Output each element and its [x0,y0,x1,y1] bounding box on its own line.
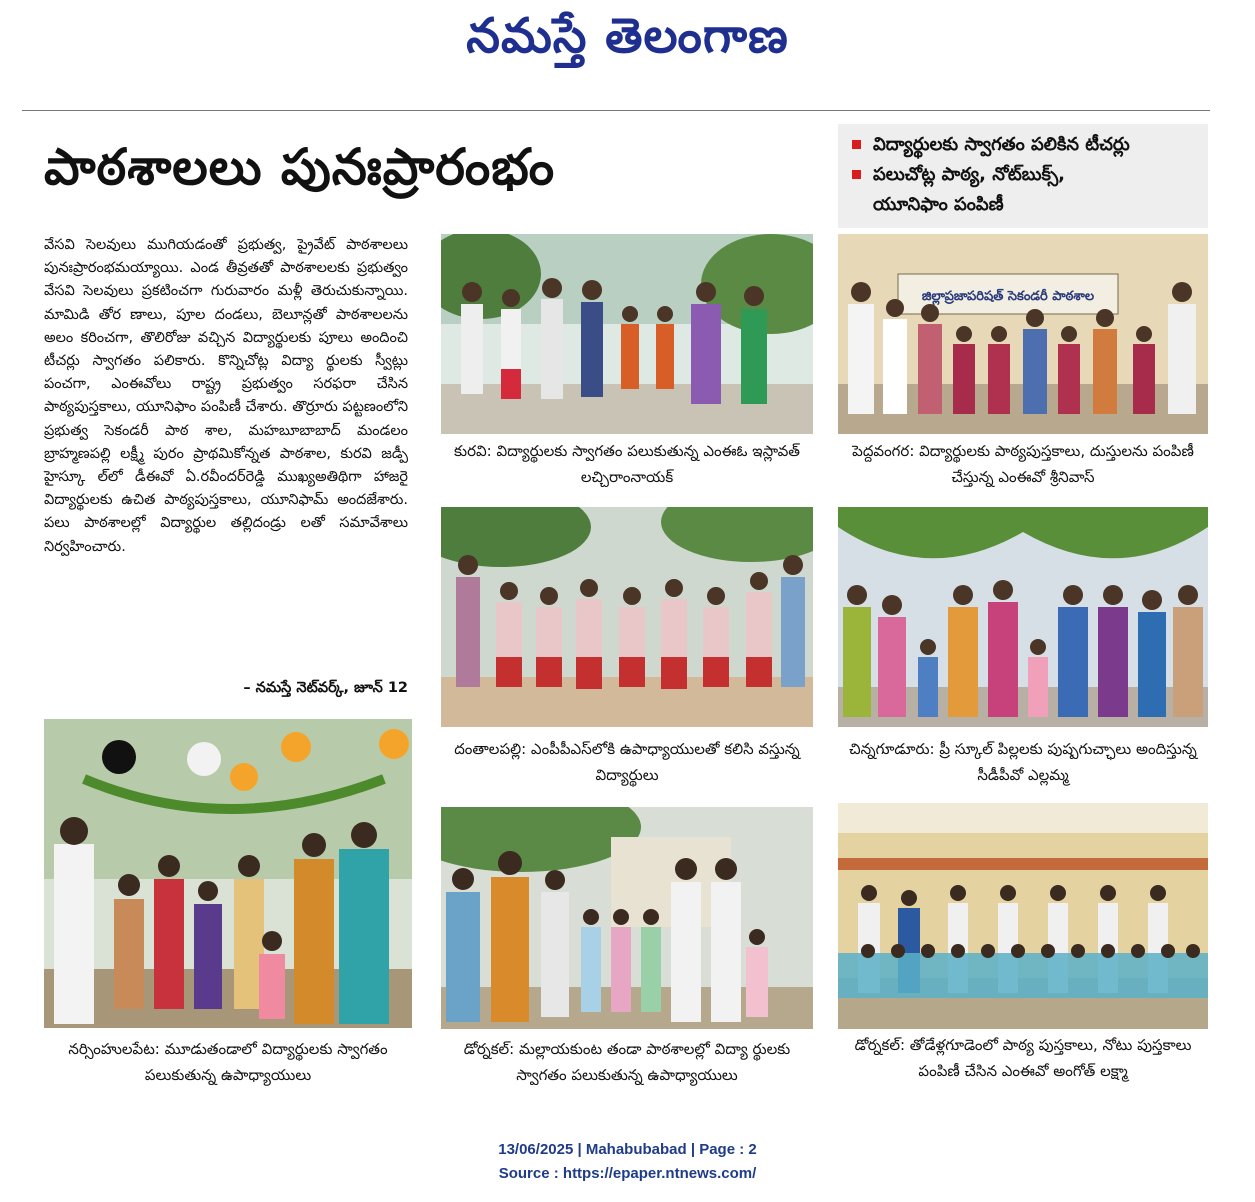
highlight-item [852,190,1194,220]
footer-edition-info: 13/06/2025 | Mahabubabad | Page : 2 [498,1141,757,1158]
photo-dantalapalli [441,507,813,727]
article-byline: – నమస్తే నెట్‌వర్క్, జూన్ 12 [243,680,408,696]
article-body: వేసవి సెలవులు ముగియడంతో ప్రభుత్వ, ప్రైవేట్ పాఠశాలలు పునఃప్రారంభమయ్యాయి. ఎండ తీవ్రతతో పాఠశాలలకు ప్రభుత్వం వేసవి సెలవులు ప్రకటించగా గురువారం మళ్లీ తెరుచుకున్నాయి. మామిడి తోర ణాలు, పూల దండలు, బెలూన్లతో పాఠశాలలను అలం కరించగా, తొలిరోజు వచ్చిన విద్యార్థులకు పూలు అందించి టీచర్లు స్వాగతం పలికారు. కొన్నిచోట్ల విద్యా ర్థులకు స్వీట్లు పంచగా, ఎంఈవోలు రాష్ట్ర ప్రభుత్వం సరఫరా చేసిన పాఠ్యపుస్తకాలు, యూనిఫాం పంపిణీ చేశారు. తొర్రూరు పట్టణంలోని ప్రభుత్వ సెకండరీ పాఠ శాల, మహబూబాబాద్ మండలం బ్రాహ్మణపల్లి లక్ష్మీ పురం ప్రాథమికోన్నత పాఠశాల, కురవి జడ్పీ హైస్కూ ల్‌లో డీఈవో ఏ.రవీందర్‌రెడ్డి ముఖ్యఅతిథిగా హాజరై విద్యార్థులకు ఉచిత పాఠ్యపుస్తకాలు, యూనిఫామ్ అందజేశారు. పలు పాఠశాలల్లో విద్యార్థుల తల్లిదండ్రు లతో సమావేశాలు నిర్వహించారు. [44,237,408,555]
photo-dornakal-mallayakunta [441,807,813,1029]
photo-caption: డోర్నకల్: తోడేళ్లగూడెంలో పాఠ్య పుస్తకాలు, నోటు పుస్తకాలు పంపిణీ చేసిన ఎంఈవో అంగోత్ లక్ష్మా [854,1036,1192,1080]
photo-narsimhulapet [44,719,412,1028]
masthead-title: నమస్తే తెలంగాణ [466,8,789,64]
photo-caption: నర్సింహులపేట: మూడుతండాలో విద్యార్థులకు స్వాగతం పలుకుతున్న ఉపాధ్యాయులు [68,1040,388,1084]
article-headline: పాఠశాలలు పునఃప్రారంభం [44,138,556,196]
page-footer [0,1138,1255,1186]
photo-caption: చిన్నగూడూరు: ప్రీ స్కూల్ పిల్లలకు పుష్పగుచ్ఛాలు అందిస్తున్న సీడీపీవో ఎల్లమ్మ [849,740,1197,784]
highlight-text: యూనిఫాం పంపిణీ [873,194,1004,215]
photo-caption: దంతాలపల్లి: ఎంపీపీఎస్‌లోకి ఉపాధ్యాయులతో కలిసి వస్తున్న విద్యార్థులు [454,740,800,784]
footer-source-link[interactable]: Source : https://epaper.ntnews.com/ [498,1165,757,1182]
highlight-text: విద్యార్థులకు స్వాగతం పలికిన టీచర్లు [873,134,1130,155]
highlight-item [852,130,1194,160]
photo-kuravi [441,234,813,434]
photo-caption: పెద్దవంగర: విద్యార్థులకు పాఠ్యపుస్తకాలు, దుస్తులను పంపిణీ చేస్తున్న ఎంఈవో శ్రీనివాస్ [852,442,1194,486]
photo-peddavangara [838,234,1208,434]
bullet-icon [852,170,861,179]
bullet-icon [852,140,861,149]
photo-caption: కురవి: విద్యార్థులకు స్వాగతం పలుకుతున్న ఎంఈఓ ఇస్లావత్ లచ్చిరాంనాయక్ [454,442,800,486]
highlight-text: పలుచోట్ల పాఠ్య, నోట్‌బుక్స్, [873,164,1066,185]
highlight-item [852,160,1194,190]
photo-chinnagudur [838,507,1208,727]
photo-dornakal-todellagudem [838,803,1208,1029]
masthead-divider [22,110,1210,111]
school-sign: జిల్లాప్రజాపరిషత్ సెకండరీ పాఠశాల [921,289,1095,304]
highlights-box [838,124,1208,228]
photo-caption: డోర్నకల్: మల్లాయకుంట తండా పాఠశాలల్లో విద్యా ర్థులకు స్వాగతం పలుకుతున్న ఉపాధ్యాయులు [463,1040,791,1084]
